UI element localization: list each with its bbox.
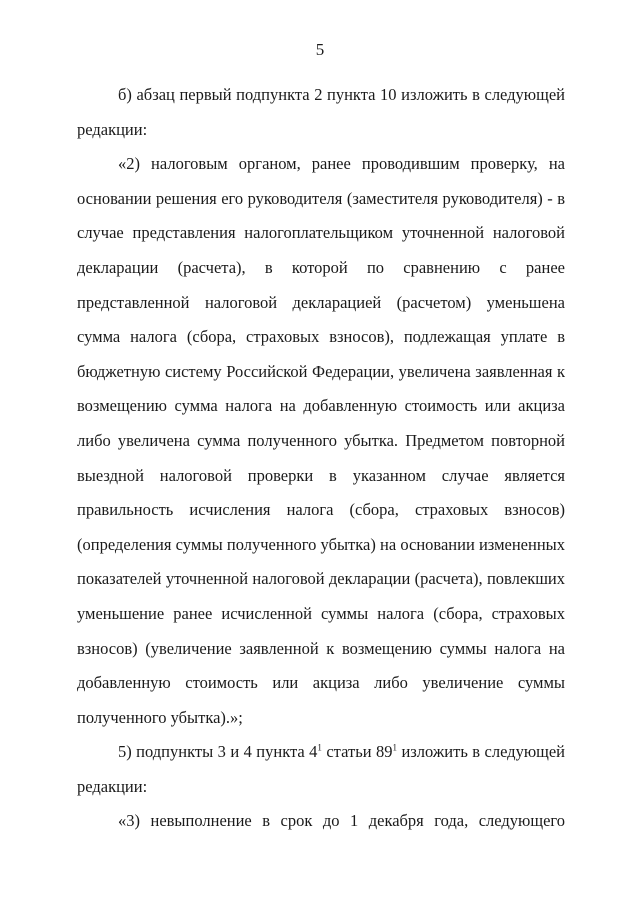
document-body (77, 78, 565, 839)
paragraph-item-5 (77, 735, 565, 804)
item-5-superscript-1: 1 (317, 742, 322, 753)
item-5-superscript-2: 1 (392, 742, 398, 753)
paragraph-quoted-item-3: «3) невыполнение в срок до 1 декабря года, следующего (118, 811, 565, 831)
item-5-middle: статьи 89 (321, 742, 393, 762)
item-5-suffix: изложить в следующей редакции: (77, 742, 566, 796)
item-5-prefix: 5) подпункты 3 и 4 пункта 4 (118, 742, 318, 762)
page-number: 5 (315, 40, 325, 59)
paragraph-subitem-b: б) абзац первый подпункта 2 пункта 10 изложить в следующей редакции: (77, 85, 565, 139)
paragraph-quoted-item-2: «2) налоговым органом, ранее проводившим проверку, на основании решения его руководителя (заместителя руководителя) - в случае представления налогоплательщиком уточненной налоговой декларации (расчета), в которой по сравнению с ранее представленной налоговой декларацией (расчетом) уменьшена сумма налога (сбора, страховых взносов), подлежащая уплате в бюджетную систему Российской Федерации, увеличена заявленная к возмещению сумма налога на добавленную стоимость или акциза либо увеличена сумма полученного убытка. Предметом повторной выездной налоговой проверки в указанном случае является правильность исчисления налога (сбора, страховых взносов) (определения суммы полученного убытка) на основании измененных показателей уточненной налоговой декларации (расчета), повлекших уменьшение ранее исчисленной суммы налога (сбора, страховых взносов) (увеличение заявленной к возмещению суммы налога на добавленную стоимость или акциза либо увеличение суммы полученного убытка).»; (77, 154, 565, 727)
